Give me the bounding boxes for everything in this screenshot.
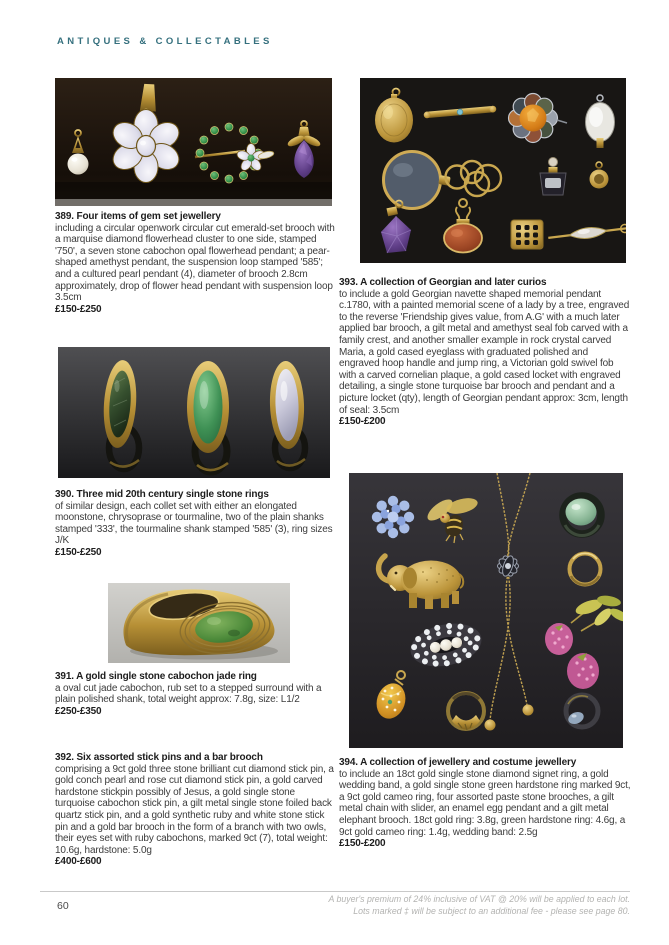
lot-title-text: A collection of jewellery and costume jewellery [360,757,577,768]
lot-estimate: £150-£200 [339,416,386,428]
section-header: ANTIQUES & COLLECTABLES [57,36,273,47]
lot-390-photo [58,347,330,478]
lot-estimate: £150-£200 [339,838,386,850]
lot-393 [339,277,631,428]
lot-description: including a circular openwork circular cut emerald-set brooch with a marquise diamond flowerhead cluster to one side, stamped '750', a seven stone cabochon opal flowerhead pendant; a pear-shaped amethyst pendant, the suspension loop stamped '585'; and a cultured pearl pendant (4), diameter of brooch 2.8cm approximately, drop of flower head pendant with suspension loop 3.5cm [55,222,335,304]
gold-pierced-square [511,220,543,249]
lot-title [55,489,336,501]
buyers-premium-note: A buyer's premium of 24% inclusive of VAT @ 20% will be applied to each lot. [328,894,630,904]
lot-393-photo [360,78,626,263]
lot-number: 394. [339,757,358,768]
lot-390 [55,489,336,559]
lot-394 [339,757,631,850]
page-number: 60 [57,900,69,912]
lot-number: 390. [55,489,74,500]
lot-title [55,752,336,764]
lot-estimate: £250-£350 [55,705,102,717]
lot-title-text: A collection of Georgian and later curios [360,277,547,288]
footer-divider [40,891,630,892]
lot-title-text: Six assorted stick pins and a bar brooch [76,752,263,763]
lot-394-photo [349,473,623,748]
lot-389 [55,211,336,315]
lot-estimate: £150-£250 [55,546,102,558]
lot-description: to include a gold Georgian navette shaped memorial pendant c.1780, with a painted memorial scene of a lady by a tree, engraved to the reverse 'Friendship gives value, from A.G' with a much later applied bar brooch, a gilt metal and amethyst seal fob carved with a family crest, and another smaller example in rock crystal carved Maria, a gold cased eyeglass with graduated polished and engraved hoop handle and jump ring, a Victorian gold swivel fob with a carved cornelian plaque, a gold cased locket with engraved detailing, a single stone turquoise bar brooch and pendant and a picture locket (qty), length of Georgian pendant approx: 3cm, length of seal: 3.5cm [339,288,630,416]
lot-description: comprising a 9ct gold three stone brilliant cut diamond stick pin, a gold conch pearl and rose cut diamond stick pin, a gold carved hardstone stickpin possibly of Jesus, a gold single stone turquoise cabochon stick pin, a gilt metal single stone foiled back quartz stick pin, and a gold synthetic ruby and white stone stick pin and a gold bar brooch in the form of a branch with two owls, their eyes set with ruby cabochons, marked 9ct (7), total weight: 10.6g, hardstone: 5.0g [55,763,334,856]
lot-title-text: A gold single stone cabochon jade ring [76,671,257,682]
lot-estimate: £400-£600 [55,856,102,868]
lot-title [55,211,336,223]
lot-392 [55,752,336,868]
lot-title-text: Four items of gem set jewellery [76,211,221,222]
additional-fee-note: Lots marked ‡ will be subject to an additional fee - please see page 80. [353,905,630,916]
lot-title [339,757,631,769]
lot-number: 392. [55,752,74,763]
lot-number: 389. [55,211,74,222]
lot-title [55,671,336,683]
lot-description: to include an 18ct gold single stone diamond signet ring, a gold wedding band, a gold single stone green hardstone ring marked 9ct, a 9ct gold cameo ring, four assorted paste stone brooches, a gilt metal chain with slider, an enamel egg pendant and a gilt metal elephant brooch. 18ct gold ring: 3.8g, green hardstone ring: 4.6g, a 9ct gold cameo ring: 1.4g, wedding band: 2.5g [339,768,631,838]
lot-number: 391. [55,671,74,682]
blue-paste-flower-brooch [372,496,414,538]
lot-title-text: Three mid 20th century single stone rings [76,489,269,500]
lot-391-photo [108,583,290,663]
lot-description: a oval cut jade cabochon, rub set to a stepped surround with a plain polished shank, total weight approx: 7.8g, size: L1/2 [55,682,322,706]
lot-391 [55,671,336,717]
lot-title [339,277,631,289]
lot-description: of similar design, each collet set with either an elongated moonstone, chrysoprase or tourmaline, two of the plain shanks stamped '333', the tourmaline shank stamped '585' (3), ring sizes J/K [55,500,333,547]
lot-389-photo [55,78,332,206]
footer-note [328,894,630,917]
lot-number: 393. [339,277,358,288]
lot-estimate: £150-£250 [55,303,102,315]
